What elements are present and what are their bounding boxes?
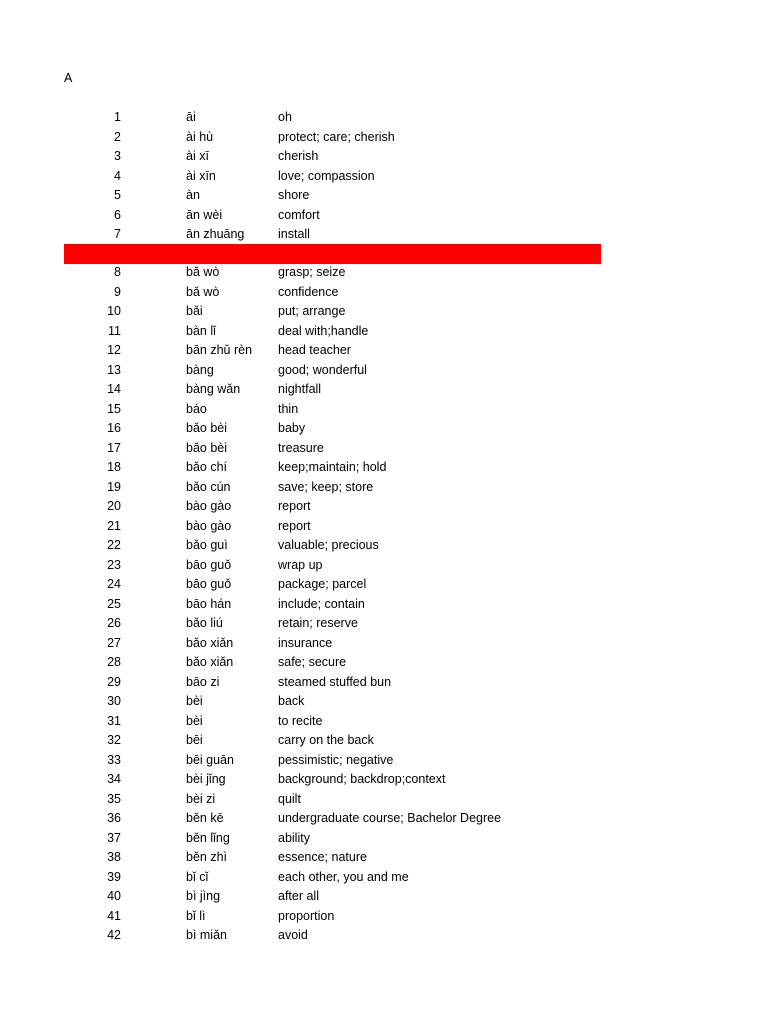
table-row <box>0 575 768 595</box>
row-pinyin: āi <box>186 110 196 124</box>
row-english: shore <box>278 188 310 202</box>
section-letter: A <box>64 71 73 85</box>
row-english: pessimistic; negative <box>278 752 394 767</box>
row-english: head teacher <box>278 343 351 357</box>
row-number: 19 <box>107 479 121 494</box>
section-letter-row <box>0 69 768 89</box>
table-row <box>0 634 768 654</box>
table-row <box>0 302 768 322</box>
row-pinyin: bàn lǐ <box>186 323 216 338</box>
row-number: 12 <box>107 343 121 357</box>
table-row <box>0 614 768 634</box>
row-pinyin: bǎo liú <box>186 616 223 630</box>
row-pinyin: bǐ lì <box>186 908 206 923</box>
row-english: retain; reserve <box>278 616 358 630</box>
row-number: 17 <box>107 440 121 455</box>
row-pinyin: bǎ wò <box>186 265 220 279</box>
table-row <box>0 907 768 927</box>
row-pinyin: báo <box>186 401 207 416</box>
row-number: 8 <box>114 265 121 279</box>
row-pinyin: bēi <box>186 733 203 747</box>
row-number: 42 <box>107 928 121 942</box>
row-number: 21 <box>107 518 121 533</box>
row-pinyin: bǎi <box>186 304 203 318</box>
row-pinyin: bāo guǒ <box>186 557 232 572</box>
table-row <box>0 439 768 459</box>
table-row <box>0 536 768 556</box>
row-english: ability <box>278 830 310 845</box>
row-english: grasp; seize <box>278 265 346 279</box>
row-english: thin <box>278 401 299 416</box>
row-number: 26 <box>107 616 121 630</box>
row-number: 27 <box>107 635 121 650</box>
row-number: 31 <box>107 713 121 728</box>
row-number: 30 <box>107 694 121 708</box>
table-row <box>0 419 768 439</box>
table-row <box>0 556 768 576</box>
row-pinyin: bǐ cǐ <box>186 869 209 884</box>
row-pinyin: bǎ wò <box>186 284 220 299</box>
row-number: 25 <box>107 596 121 611</box>
row-english: after all <box>278 889 319 903</box>
row-number: 33 <box>107 752 121 767</box>
table-row <box>0 751 768 771</box>
row-english: undergraduate course; Bachelor Degree <box>278 811 502 825</box>
table-row <box>0 829 768 849</box>
row-pinyin: bǎo chí <box>186 460 228 474</box>
row-pinyin: bāo guǒ <box>186 577 232 591</box>
row-number: 41 <box>107 908 121 923</box>
row-number: 14 <box>107 382 121 396</box>
row-english: cherish <box>278 149 319 163</box>
table-row <box>0 595 768 615</box>
row-pinyin: bì jìng <box>186 889 221 903</box>
row-english: put; arrange <box>278 304 346 318</box>
table-row <box>0 225 768 245</box>
row-number: 6 <box>114 207 121 222</box>
row-number: 1 <box>114 110 121 124</box>
row-pinyin: bǎo cún <box>186 479 231 494</box>
row-pinyin: bǎo guì <box>186 538 228 552</box>
table-row <box>0 673 768 693</box>
row-number: 2 <box>114 129 121 144</box>
table-row <box>0 263 768 283</box>
row-number: 15 <box>107 401 121 416</box>
row-number: 11 <box>108 323 121 338</box>
row-pinyin: bāo hán <box>186 596 232 611</box>
table-row <box>0 458 768 478</box>
row-english: oh <box>278 110 292 124</box>
row-english: report <box>278 499 311 513</box>
row-english: steamed stuffed bun <box>278 674 392 689</box>
row-pinyin: ān zhuāng <box>186 227 245 241</box>
row-english: back <box>278 694 305 708</box>
row-english: confidence <box>278 284 339 299</box>
table-row <box>0 653 768 673</box>
row-pinyin: bǎo xiǎn <box>186 655 234 669</box>
row-number: 3 <box>114 149 121 163</box>
row-pinyin: ài xī <box>186 149 209 163</box>
row-english: save; keep; store <box>278 479 374 494</box>
row-english: report <box>278 518 311 533</box>
row-pinyin: běn kē <box>186 811 224 825</box>
row-number: 38 <box>107 850 121 864</box>
row-pinyin: bǎo xiǎn <box>186 635 234 650</box>
row-number: 20 <box>107 499 121 513</box>
row-number: 18 <box>107 460 121 474</box>
table-row <box>0 712 768 732</box>
row-number: 36 <box>107 811 121 825</box>
row-english: package; parcel <box>278 577 367 591</box>
table-row <box>0 206 768 226</box>
row-english: install <box>278 227 310 241</box>
row-english: include; contain <box>278 596 365 611</box>
row-english: good; wonderful <box>278 362 367 377</box>
row-english: treasure <box>278 440 324 455</box>
table-row <box>0 380 768 400</box>
row-pinyin: bì miǎn <box>186 928 227 942</box>
row-english: carry on the back <box>278 733 374 747</box>
table-row <box>0 497 768 517</box>
row-number: 35 <box>107 791 121 806</box>
row-english: love; compassion <box>278 168 375 183</box>
table-row <box>0 186 768 206</box>
row-english: protect; care; cherish <box>278 129 395 144</box>
row-english: keep;maintain; hold <box>278 460 387 474</box>
table-row <box>0 283 768 303</box>
row-pinyin: běn zhì <box>186 850 228 864</box>
table-row <box>0 361 768 381</box>
row-number: 13 <box>107 362 121 377</box>
table-row <box>0 770 768 790</box>
table-row <box>0 517 768 537</box>
row-number: 23 <box>107 557 121 572</box>
row-english: deal with;handle <box>278 323 369 338</box>
table-row <box>0 108 768 128</box>
row-english: safe; secure <box>278 655 347 669</box>
row-number: 10 <box>107 304 121 318</box>
table-row <box>0 341 768 361</box>
row-english: baby <box>278 421 306 435</box>
table-row <box>0 128 768 148</box>
table-row <box>0 868 768 888</box>
row-english: essence; nature <box>278 850 367 864</box>
table-row <box>0 400 768 420</box>
row-pinyin: bèi <box>186 713 203 728</box>
table-row <box>0 809 768 829</box>
row-pinyin: bǎo bèi <box>186 440 228 455</box>
table-row <box>0 790 768 810</box>
row-number: 32 <box>107 733 121 747</box>
table-row <box>0 731 768 751</box>
row-number: 4 <box>114 168 121 183</box>
row-number: 16 <box>107 421 121 435</box>
row-english: valuable; precious <box>278 538 379 552</box>
table-row <box>0 692 768 712</box>
row-number: 40 <box>107 889 121 903</box>
row-pinyin: ài hù <box>186 129 214 144</box>
row-pinyin: bàng wǎn <box>186 382 241 396</box>
table-row <box>0 167 768 187</box>
table-row <box>0 322 768 342</box>
row-english: wrap up <box>278 557 323 572</box>
row-number: 39 <box>107 869 121 884</box>
header-row <box>0 89 768 109</box>
row-pinyin: ān wèi <box>186 207 223 222</box>
row-pinyin: bèi <box>186 694 203 708</box>
highlight-band <box>64 244 601 264</box>
row-pinyin: bàng <box>186 362 214 377</box>
table-row <box>0 926 768 946</box>
row-english: background; backdrop;context <box>278 772 446 786</box>
row-english: proportion <box>278 908 335 923</box>
row-number: 37 <box>107 830 121 845</box>
row-pinyin: bào gào <box>186 499 232 513</box>
row-pinyin: bèi jǐng <box>186 772 226 786</box>
row-pinyin: bèi zi <box>186 791 216 806</box>
row-english: nightfall <box>278 382 322 396</box>
row-number: 22 <box>107 538 121 552</box>
row-english: to recite <box>278 713 323 728</box>
row-pinyin: bào gào <box>186 518 232 533</box>
row-number: 5 <box>114 188 121 202</box>
row-pinyin: bān zhǔ rèn <box>186 343 253 357</box>
table-row <box>0 848 768 868</box>
row-number: 29 <box>107 674 121 689</box>
row-english: comfort <box>278 207 320 222</box>
row-english: avoid <box>278 928 308 942</box>
row-pinyin: bēi guān <box>186 752 234 767</box>
row-pinyin: àn <box>186 188 200 202</box>
row-number: 7 <box>114 227 121 241</box>
table-row <box>0 887 768 907</box>
row-number: 28 <box>107 655 121 669</box>
row-english: insurance <box>278 635 333 650</box>
row-pinyin: ài xīn <box>186 168 216 183</box>
row-english: each other, you and me <box>278 869 409 884</box>
row-number: 24 <box>107 577 121 591</box>
table-row <box>0 478 768 498</box>
table-row <box>0 147 768 167</box>
row-pinyin: běn lǐng <box>186 830 230 845</box>
row-pinyin: bāo zi <box>186 674 220 689</box>
row-pinyin: bǎo bèi <box>186 421 228 435</box>
row-english: quilt <box>278 791 301 806</box>
row-number: 34 <box>107 772 121 786</box>
row-number: 9 <box>114 284 121 299</box>
